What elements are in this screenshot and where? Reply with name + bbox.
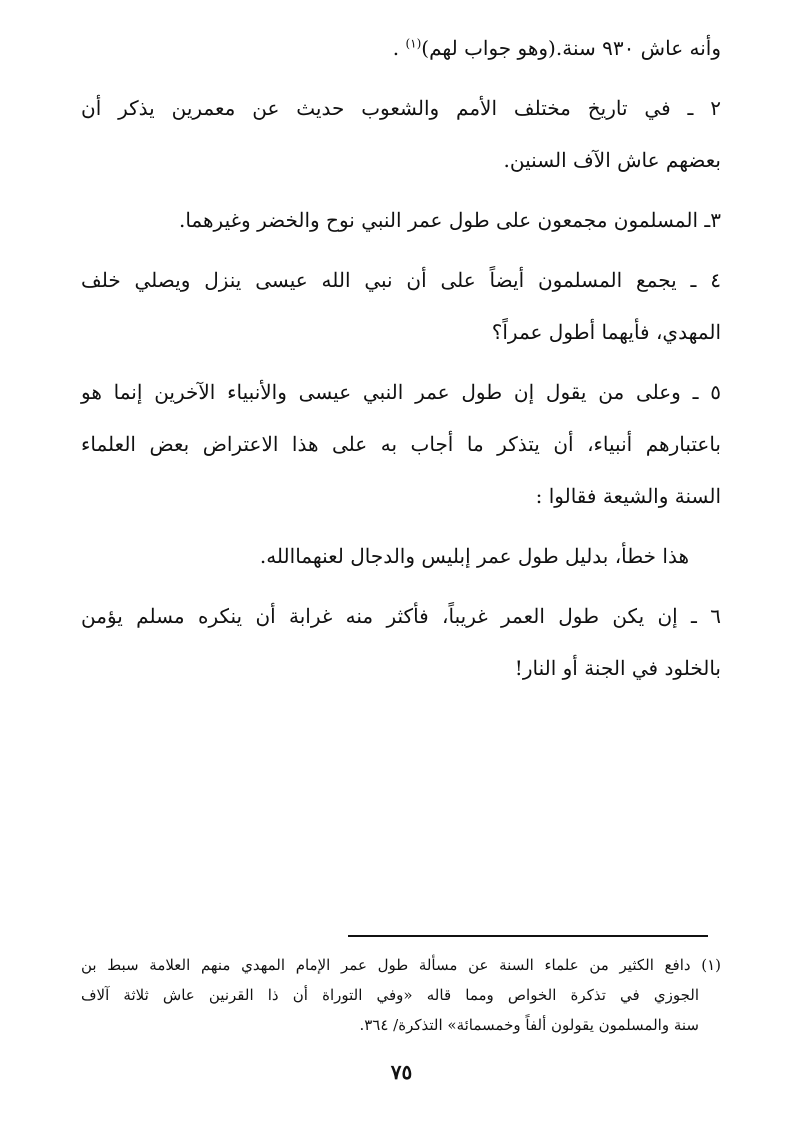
paragraph-4	[81, 254, 721, 358]
paragraph-line: ٤ ـ يجمع المسلمون أيضاً على أن نبي الله عيسى ينزل ويصلي خلف	[81, 268, 721, 292]
paragraph-5	[81, 366, 721, 522]
paragraph-2	[81, 82, 721, 186]
paragraph-line: بعضهم عاش الآف السنين.	[503, 148, 721, 172]
paragraph-line: ٦ ـ إن يكن طول العمر غريباً، فأكثر منه غرابة أن ينكره مسلم يؤمن	[81, 604, 721, 628]
footnote-divider	[348, 935, 708, 937]
paragraph-line: ٣ـ المسلمون مجمعون على طول عمر النبي نوح والخضر وغيرهما.	[178, 208, 721, 232]
paragraph-line: هذا خطأ، بدليل طول عمر إبليس والدجال لعنهماالله.	[259, 544, 689, 568]
paragraph-6	[81, 530, 721, 582]
footnote-section	[81, 950, 721, 1040]
footnote-line: سنة والمسلمون يقولون ألفاً وخمسمائة» التذكرة/ ٣٦٤.	[359, 1016, 699, 1034]
paragraph-line: المهدي، فأيهما أطول عمراً؟	[491, 320, 721, 344]
footnote-line: (١) دافع الكثير من علماء السنة عن مسألة طول عمر الإمام المهدي منهم العلامة سبط بن	[81, 956, 721, 974]
paragraph-7	[81, 590, 721, 694]
page-number: ٧٥	[390, 1060, 413, 1084]
footnote-reference[interactable]: (١)	[405, 36, 422, 51]
body-text	[81, 22, 721, 694]
paragraph-line	[81, 22, 721, 74]
footnote-line: الجوزي في تذكرة الخواص ومما قاله «وفي التوراة أن ذا القرنين عاش ثلاثة آلاف	[81, 986, 699, 1004]
paragraph-1	[81, 22, 721, 74]
line-tail: .	[392, 36, 406, 60]
paragraph-line: السنة والشيعة فقالوا :	[535, 484, 721, 508]
paragraph-line: باعتبارهم أنبياء، أن يتذكر ما أجاب به على هذا الاعتراض بعض العلماء	[81, 432, 721, 456]
paragraph-line: ٥ ـ وعلى من يقول إن طول عمر النبي عيسى والأنبياء الآخرين إنما هو	[81, 380, 721, 404]
paragraph-line: ٢ ـ في تاريخ مختلف الأمم والشعوب حديث عن معمرين يذكر أن	[81, 96, 721, 120]
paragraph-line: بالخلود في الجنة أو النار!	[514, 656, 721, 680]
paragraph-3	[81, 194, 721, 246]
line-text: وأنه عاش ٩٣٠ سنة.(وهو جواب لهم)	[421, 36, 721, 60]
